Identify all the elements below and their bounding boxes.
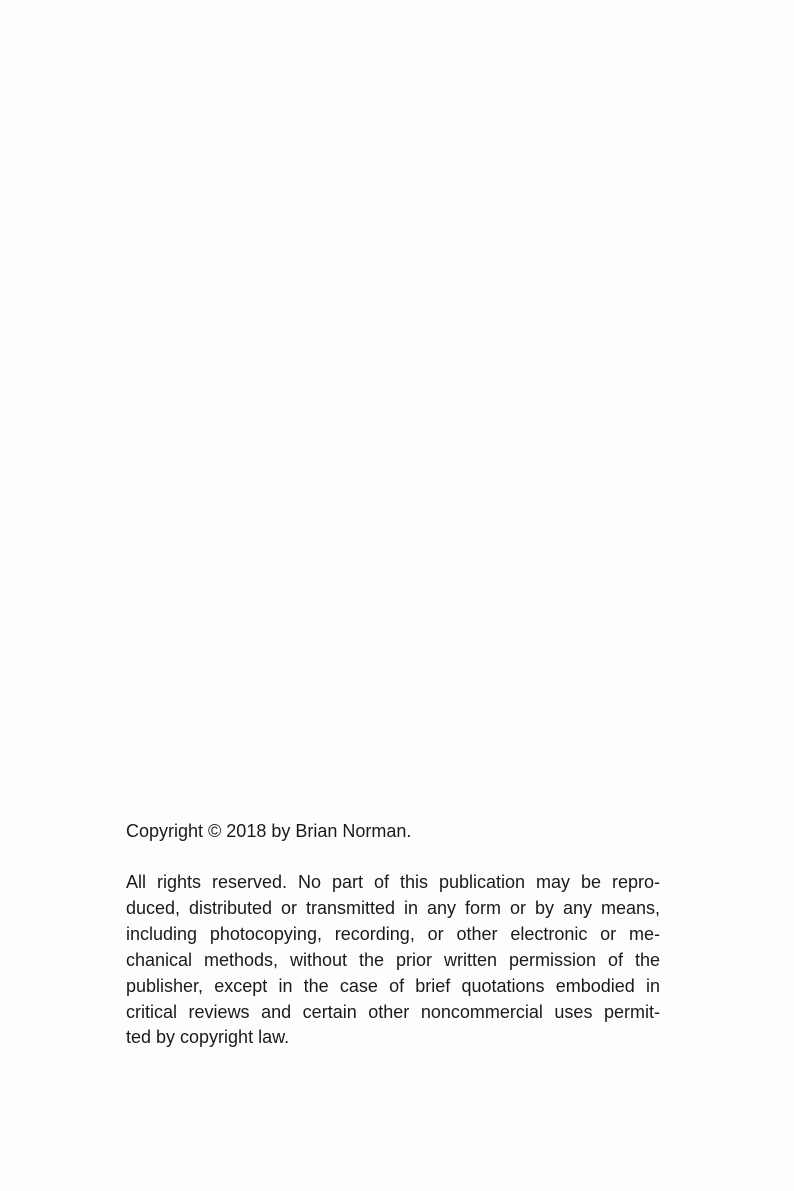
rights-line: All rights reserved. No part of this publication may be repro-: [126, 872, 660, 892]
rights-line: publisher, except in the case of brief quotations embodied in: [126, 975, 660, 996]
rights-statement: [126, 870, 660, 1051]
copyright-notice: Copyright © 2018 by Brian Norman.: [126, 821, 412, 841]
rights-line: ted by copyright law.: [126, 1027, 290, 1048]
rights-line: critical reviews and certain other noncommercial uses permit-: [126, 1001, 660, 1022]
rights-line: duced, distributed or transmitted in any form or by any means,: [126, 897, 660, 918]
copyright-block: [126, 818, 660, 1051]
rights-line: including photocopying, recording, or other electronic or me-: [126, 923, 660, 944]
rights-line: chanical methods, without the prior written permission of the: [126, 949, 660, 970]
